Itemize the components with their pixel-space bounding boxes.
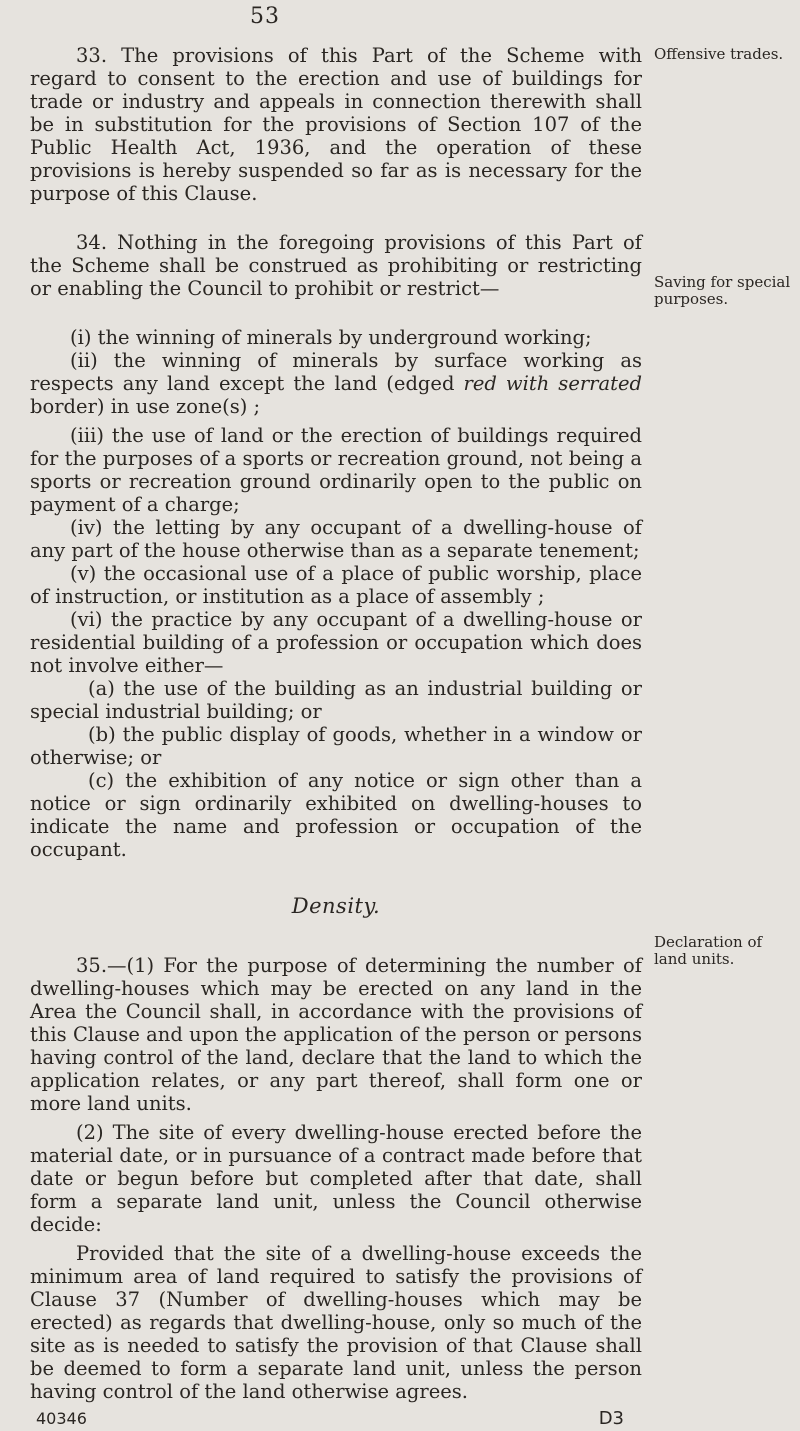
clause-35-1: 35.—(1) For the purpose of determining the number of dwelling-houses which may be erected on any land in the Area the Council shall, in accordance with the provisions of this Clause and upon the application of the person or persons having control of the land, declare that the land to which the application relates, or any part thereof, shall form one or more land units. <box>30 954 642 1115</box>
page-number: 53 <box>250 4 280 29</box>
clause-34-item-v: (v) the occasional use of a place of public worship, place of instruction, or institution as a place of assembly ; <box>30 562 642 608</box>
margin-note-special-purposes: Saving for special purposes. <box>654 273 791 308</box>
print-number: 40346 <box>36 1409 87 1428</box>
clause-34-item-ii <box>30 349 642 418</box>
clause-34-item-i: (i) the winning of minerals by underground working; <box>70 326 592 349</box>
clause-34-intro: 34. Nothing in the foregoing provisions of this Part of the Scheme shall be construed as prohibiting or restricting or enabling the Council to prohibit or restrict— <box>30 231 642 300</box>
clause-34-subitem-b: (b) the public display of goods, whether in a window or otherwise; or <box>30 723 642 769</box>
clause-33: 33. The provisions of this Part of the Scheme with regard to consent to the erection and use of buildings for trade or industry and appeals in connection therewith shall be in substitution for the provisions of Section 107 of the Public Health Act, 1936, and the operation of these provisions is hereby suspended so far as is necessary for the purpose of this Clause. <box>30 44 642 205</box>
clause-34-item-iv: (iv) the letting by any occupant of a dwelling-house of any part of the house otherwise than as a separate tenement; <box>30 516 642 562</box>
clause-34-subitem-a: (a) the use of the building as an industrial building or special industrial building; or <box>30 677 642 723</box>
item-ii-text: (ii) the winning of minerals by surface working as respects any land except the land (edged <box>30 349 642 395</box>
item-ii-italic: red with serrated <box>463 372 642 395</box>
clause-35-2: (2) The site of every dwelling-house erected before the material date, or in pursuance of a contract made before that date or begun before but completed after that date, shall form a separate land unit, unless the Council otherwise decide: <box>30 1121 642 1236</box>
clause-34-item-vi: (vi) the practice by any occupant of a dwelling-house or residential building of a profession or occupation which does not involve either— <box>30 608 642 677</box>
document-body <box>30 44 642 1431</box>
signature-mark: D3 <box>598 1408 624 1429</box>
margin-note-land-units: Declaration of land units. <box>654 933 763 968</box>
clause-34-subitem-c: (c) the exhibition of any notice or sign other than a notice or sign ordinarily exhibited on dwelling-houses to indicate the name and profession or occupation of the occupant. <box>30 769 642 861</box>
page-footer <box>30 1407 642 1431</box>
clause-34-item-iii: (iii) the use of land or the erection of buildings required for the purposes of a sports or recreation ground, not being a sports or recreation ground ordinarily open to the public on payment of a charge; <box>30 424 642 516</box>
section-heading: Density. <box>291 894 381 918</box>
margin-note-offensive-trades: Offensive trades. <box>654 45 784 63</box>
item-ii-text-end: border) in use zone(s) ; <box>30 395 261 418</box>
clause-35-proviso: Provided that the site of a dwelling-house exceeds the minimum area of land required to satisfy the provisions of Clause 37 (Number of dwelling-houses which may be erected) as regards that dwelling-house, only so much of the site as is needed to satisfy the provision of that Clause shall be deemed to form a separate land unit, unless the person having control of the land otherwise agrees. <box>30 1242 642 1403</box>
